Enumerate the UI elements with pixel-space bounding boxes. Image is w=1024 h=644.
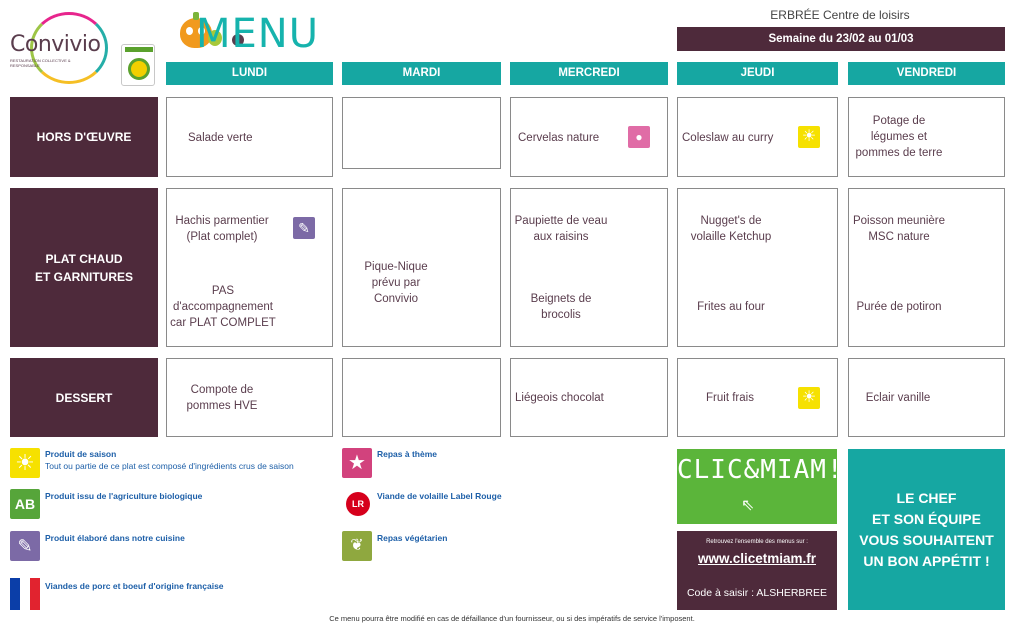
logo-subtitle: RESTAURATION COLLECTIVE & RESPONSABLE bbox=[10, 58, 71, 68]
dish-text: pommes HVE bbox=[186, 400, 258, 412]
website-link[interactable]: www.clicetmiam.fr bbox=[697, 551, 817, 566]
dish-text: aux raisins bbox=[533, 231, 589, 243]
row-label-text: HORS D'ŒUVRE bbox=[36, 130, 132, 144]
legend-france-title: Viandes de porc et boeuf d'origine française bbox=[45, 581, 224, 591]
dish-text: Beignets de bbox=[530, 293, 592, 305]
dish-text: PAS bbox=[211, 285, 235, 297]
row-label-hors-doeuvre bbox=[10, 97, 158, 177]
day-header-mercredi: MERCREDI bbox=[510, 62, 668, 85]
legend-theme-title: Repas à thème bbox=[377, 449, 437, 459]
clicetmiam-logo-text: CLIC&MIAM! bbox=[677, 455, 844, 485]
menu-cell-mardi-dessert bbox=[342, 358, 501, 437]
dish-text: Nugget's de bbox=[700, 215, 762, 227]
menu-cell-lundi-hors bbox=[166, 97, 333, 177]
dish-text: pommes de terre bbox=[855, 147, 943, 159]
row-label-plat-chaud bbox=[10, 188, 158, 347]
chef-message-line: LE CHEF bbox=[896, 490, 957, 506]
dish-text: brocolis bbox=[541, 309, 581, 321]
dish-text: Cervelas nature bbox=[518, 132, 600, 144]
dish-text: Potage de bbox=[872, 115, 926, 127]
legend-label-rouge-title: Viande de volaille Label Rouge bbox=[377, 491, 502, 501]
row-label-text: DESSERT bbox=[55, 390, 113, 405]
homemade-icon: ✎ bbox=[10, 531, 40, 561]
legend-chef-title: Produit élaboré dans notre cuisine bbox=[45, 533, 185, 543]
dish-text: volaille Ketchup bbox=[690, 231, 772, 243]
menu-cell-vendredi-dessert bbox=[848, 358, 1005, 437]
chef-message-line: UN BON APPÉTIT ! bbox=[863, 553, 990, 569]
menu-cell-mardi-hors bbox=[342, 97, 501, 169]
dish-text: Fruit frais bbox=[706, 392, 754, 404]
dish-text: Purée de potiron bbox=[856, 301, 942, 313]
season-icon bbox=[798, 387, 820, 409]
theme-icon: ★ bbox=[342, 448, 372, 478]
certification-badge-icon bbox=[121, 44, 155, 86]
dish-text: prévu par bbox=[371, 277, 421, 289]
dish-text: Poisson meunière bbox=[852, 215, 946, 227]
legend-season-desc: Tout ou partie de ce plat est composé d'ingrédients crus de saison bbox=[45, 461, 294, 471]
dish-text: Coleslaw au curry bbox=[682, 132, 774, 144]
dish-text: Salade verte bbox=[188, 132, 253, 144]
menu-website-panel bbox=[677, 531, 837, 610]
menu-cell-lundi-dessert bbox=[166, 358, 333, 437]
chef-message bbox=[848, 449, 1005, 610]
logo-text: Convivio bbox=[10, 32, 101, 57]
legend-veg-title: Repas végétarien bbox=[377, 533, 448, 543]
dish-text: Paupiette de veau bbox=[514, 215, 608, 227]
dish-text: Pique-Nique bbox=[364, 261, 428, 273]
pork-icon bbox=[628, 126, 650, 148]
organic-icon: AB bbox=[10, 489, 40, 519]
menu-cell-jeudi-dessert bbox=[677, 358, 838, 437]
menu-cell-mercredi-plat bbox=[510, 188, 668, 347]
dish-text: Eclair vanille bbox=[865, 392, 931, 404]
dish-text: d'accompagnement bbox=[172, 301, 273, 313]
menu-cell-jeudi-hors bbox=[677, 97, 838, 177]
chef-message-line: ET SON ÉQUIPE bbox=[872, 511, 981, 527]
vegetarian-icon: ❦ bbox=[342, 531, 372, 561]
dish-text: MSC nature bbox=[868, 231, 930, 243]
dish-text: Hachis parmentier bbox=[175, 215, 269, 227]
day-header-lundi: LUNDI bbox=[166, 62, 333, 85]
row-label-text: ET GARNITURES bbox=[34, 269, 133, 284]
chef-message-line: VOUS SOUHAITENT bbox=[859, 532, 994, 548]
menu-cell-jeudi-plat bbox=[677, 188, 838, 347]
row-label-dessert bbox=[10, 358, 158, 437]
website-caption: Retrouvez l'ensemble des menus sur : bbox=[706, 539, 808, 545]
menu-cell-mardi-plat bbox=[342, 188, 501, 347]
week-banner: Semaine du 23/02 au 01/03 bbox=[677, 27, 1005, 51]
menu-cell-lundi-plat bbox=[166, 188, 333, 347]
day-header-mardi: MARDI bbox=[342, 62, 501, 85]
menu-title: MENU bbox=[196, 11, 319, 57]
site-name: ERBRÉE Centre de loisirs bbox=[770, 8, 910, 22]
menu-cell-mercredi-hors bbox=[510, 97, 668, 177]
legend-season-title: Produit de saison bbox=[45, 449, 117, 459]
day-header-vendredi: VENDREDI bbox=[848, 62, 1005, 85]
dish-text: (Plat complet) bbox=[186, 231, 258, 243]
french-flag-icon bbox=[10, 578, 40, 610]
menu-cell-mercredi-dessert bbox=[510, 358, 668, 437]
access-code: Code à saisir : ALSHERBREE bbox=[686, 587, 828, 599]
dish-text: Convivio bbox=[373, 293, 419, 305]
label-rouge-icon bbox=[342, 489, 372, 519]
season-icon bbox=[798, 126, 820, 148]
dish-text: Compote de bbox=[190, 384, 254, 396]
menu-cell-vendredi-hors bbox=[848, 97, 1005, 177]
legend-bio-title: Produit issu de l'agriculture biologique bbox=[45, 491, 203, 501]
dish-text: Frites au four bbox=[697, 301, 765, 313]
row-label-text: PLAT CHAUD bbox=[45, 251, 123, 266]
day-header-jeudi: JEUDI bbox=[677, 62, 838, 85]
footer-note: Ce menu pourra être modifié en cas de défaillance d'un fournisseur, ou si des impératifs de service l'imposent. bbox=[329, 614, 695, 623]
season-icon: ☀ bbox=[10, 448, 40, 478]
dish-text: car PLAT COMPLET bbox=[170, 317, 276, 329]
dish-text: Liégeois chocolat bbox=[515, 392, 604, 404]
convivio-logo bbox=[6, 10, 116, 82]
clicetmiam-logo[interactable] bbox=[677, 449, 844, 524]
homemade-icon bbox=[293, 217, 315, 239]
dish-text: légumes et bbox=[870, 131, 928, 143]
cursor-click-icon: ⇖ bbox=[741, 497, 755, 514]
menu-cell-vendredi-plat bbox=[848, 188, 1005, 347]
